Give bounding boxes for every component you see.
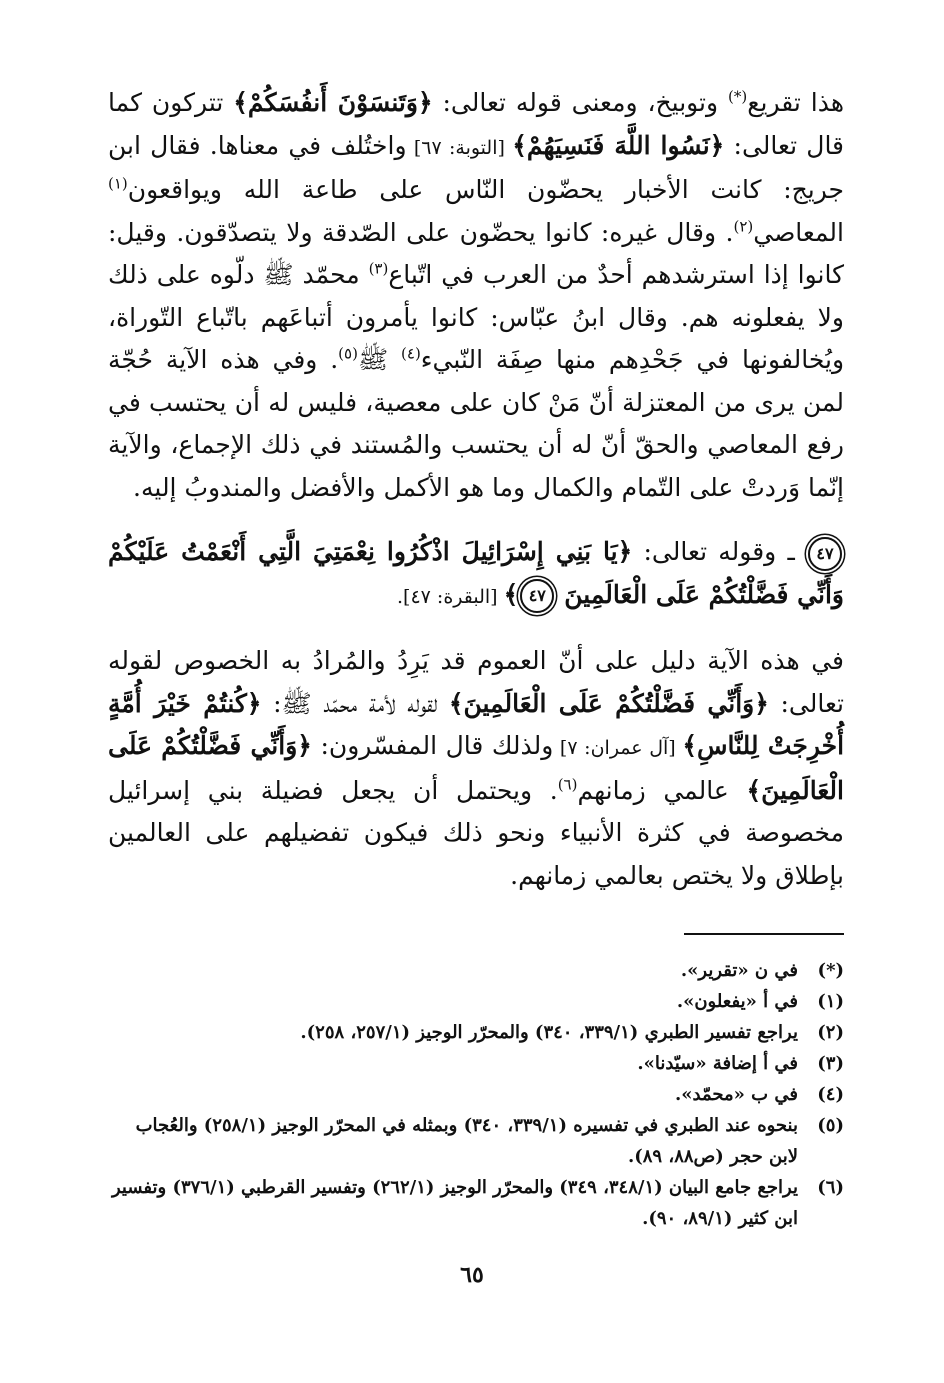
text: لقوله لأمة محمّد ﷺ:	[261, 688, 449, 718]
footnote-text: يراجع جامع البيان (٣٤٨/١، ٣٤٩) والمحرّر الوجيز (٢٦٢/١) وتفسير القرطبي (٣٧٦/١) وتفسير ابن كثير (٨٩/١، ٩٠).	[111, 1177, 798, 1229]
text: محمّد ﷺ دلّوه على ذلك ولا يفعلونه هم. وقال ابنُ عبّاس: كانوا يأمرون أتباعَهم باتّباع التّوراة، ويُخالفونها في جَحْدِهم منها صِفَة النّبيء	[108, 260, 845, 374]
paragraph-3	[108, 640, 844, 897]
text: . وقال غيره: كانوا يحضّون على الصّدقة ولا يتصدّقون. وقيل: كانوا إذا استرشدهم أحدٌ من العرب في اتّباع	[108, 217, 844, 289]
footnote-item	[108, 1172, 844, 1234]
ayah-number-marker: ٤٧	[520, 579, 554, 613]
footnote-text: في أ إضافة «سيّدنا».	[637, 1053, 798, 1074]
ayah-number-marker: ٤٧	[808, 537, 842, 571]
footnote-number: (٢)	[817, 1022, 844, 1043]
footnote-number: (٤)	[817, 1084, 844, 1105]
footnote-number: (*)	[817, 960, 844, 981]
quran-verse: ﴿نَسُوا اللَّهَ فَنَسِيَهُمْ﴾	[512, 130, 725, 160]
text: تتركون كما قال تعالى:	[108, 88, 845, 160]
footnote-marker[interactable]: (٣)	[368, 259, 389, 278]
footnotes-list	[108, 955, 844, 1234]
footnote-number: (٦)	[817, 1177, 844, 1198]
verse-reference: [آل عمران: ٧]	[553, 737, 683, 759]
text: ﷺ	[357, 345, 402, 374]
footnote-text: في ن «تقرير».	[680, 960, 798, 981]
footnote-text: يراجع تفسير الطبري (٣٣٩/١، ٣٤٠) والمحرّر الوجيز (٢٥٧/١، ٢٥٨).	[300, 1022, 798, 1043]
footnote-marker[interactable]: (*)	[727, 87, 748, 106]
quran-verse: ﴿كُنتُمْ خَيْرَ أُمَّةٍ أُخْرِجَتْ لِلنَّاسِ﴾	[108, 688, 845, 760]
footnote-item	[108, 1079, 844, 1110]
page-number: ٦٥	[460, 1262, 484, 1288]
footnote-marker[interactable]: (٥)	[338, 344, 358, 363]
text: هذا تقريع	[747, 88, 844, 117]
quran-verse-close: ﴾	[503, 579, 519, 609]
footnote-marker[interactable]: (٦)	[557, 775, 578, 794]
footnote-marker[interactable]: (١)	[108, 174, 128, 193]
text: المعاصي	[753, 217, 844, 247]
quran-verse: ﴿وَأَنِّي فَضَّلْتُكُمْ عَلَى الْعَالَمِينَ﴾	[108, 731, 844, 805]
footnote-item	[108, 1017, 844, 1048]
footnote-number: (٥)	[817, 1115, 844, 1136]
footnote-marker[interactable]: (٤)	[401, 344, 421, 363]
paragraph-2	[108, 531, 844, 618]
verse-reference: [التوبة: ٦٧]	[406, 136, 513, 159]
footnote-text: في أ «يفعلون».	[676, 991, 798, 1012]
verse-reference: [البقرة: ٤٧].	[397, 585, 504, 608]
text: ـ وقوله تعالى:	[632, 537, 806, 566]
text: . ويحتمل أن يجعل فضيلة بني إسرائيل مخصوصة في كثرة الأنبياء ونحو ذلك فيكون تفضيلهم على العالمين بإطلاق ولا يختص بعالمي زمانهم.	[108, 775, 844, 890]
footnote-item	[108, 986, 844, 1017]
quran-verse: ﴿وَأَنِّي فَضَّلْتُكُمْ عَلَى الْعَالَمِينَ﴾	[448, 688, 769, 718]
quran-verse: ﴿يَا بَنِي إِسْرَائِيلَ اذْكُرُوا نِعْمَتِيَ الَّتِي أَنْعَمْتُ عَلَيْكُمْ وَأَنِّي فَضَّلْتُكُمْ عَلَى الْعَالَمِينَ	[108, 537, 844, 609]
footnote-text: في ب «محمّد».	[675, 1084, 798, 1105]
footnote-number: (١)	[817, 991, 844, 1012]
footnote-item	[108, 955, 844, 986]
footnote-item	[108, 1048, 844, 1079]
text: . وفي هذه الآية حُجّة لمن يرى من المعتزلة أنّ مَنْ كان على معصية، فليس له أن يحتسب في رفع المعاصي والحقّ أنّ له أن يحتسب والمُستند في ذلك الإجماع، والآية إنّما وَردتْ على التّمام والكمال وما هو الأكمل والأفضل والمندوبُ إليه.	[108, 345, 844, 502]
footnote-item	[108, 1110, 844, 1172]
text: عالمي زمانهم	[577, 775, 747, 805]
footnote-divider	[684, 933, 844, 935]
footnote-marker[interactable]: (٢)	[733, 217, 754, 236]
text: وتوبيخ، ومعنى قوله تعالى:	[432, 88, 728, 117]
footnote-text: بنحوه عند الطبري في تفسيره (٣٣٩/١، ٣٤٠) وبمثله في المحرّر الوجيز (٢٥٨/١) والعُجاب لابن حجر (ص٨٨، ٨٩).	[135, 1115, 798, 1167]
text: في هذه الآية دليل على أنّ العموم قد يَرِدُ والمُرادُ به الخصوص لقوله تعالى:	[108, 646, 844, 718]
footnote-number: (٣)	[817, 1053, 844, 1074]
paragraph-1	[108, 82, 844, 509]
text: ولذلك قال المفسّرون:	[311, 731, 554, 760]
text: واختُلف في معناها. فقال ابن جريج: كانت الأخبار يحضّون النّاس على طاعة الله ويواقعون	[108, 130, 844, 204]
quran-verse: ﴿وَتَنسَوْنَ أَنفُسَكُمْ﴾	[233, 88, 433, 117]
